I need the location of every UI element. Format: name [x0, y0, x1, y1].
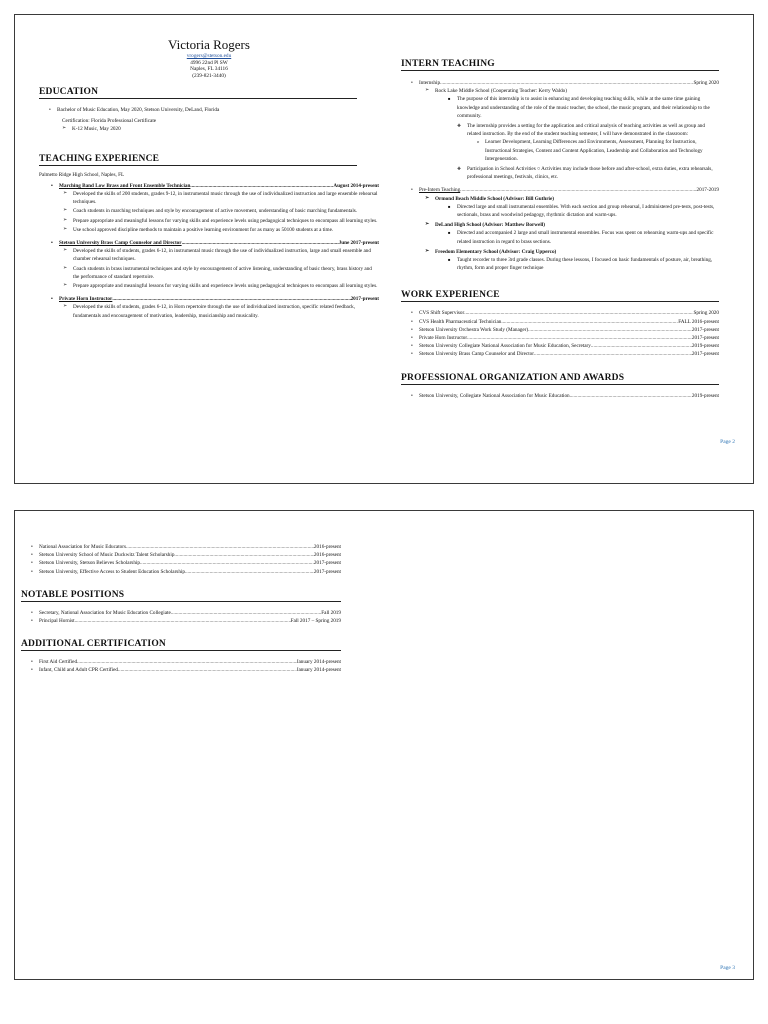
job-entry	[51, 239, 379, 290]
cert-label: • Infant, Child and Adult CPR Certified	[39, 667, 118, 674]
internship-setting: ❖ The internship provides a setting for the application and critical analysis of teaching activities as well as group and related instruction. By the end of the student teaching semester, I will have demonstrated in the classroom:	[457, 122, 719, 138]
work-list	[411, 309, 719, 358]
page-number: Page 3	[720, 965, 735, 971]
job-title: • Marching Band Low Brass and Front Ensemble Technician	[59, 182, 191, 189]
job-title: • Stetson University Brass Camp Counselor and Director	[59, 240, 182, 247]
notable-list	[31, 609, 341, 625]
internship-date: Spring 2020	[693, 80, 719, 86]
teaching-jobs	[51, 182, 379, 320]
pre-intern-line	[411, 186, 719, 194]
teaching-employer: Palmetto Ridge High School, Naples, FL	[39, 171, 125, 178]
pre-intern-detail: ■ Taught recorder to three 3rd grade classes. During these lessons, I focused on basic fundamentals of posture, air, breathing, rhythm, form and proper finger technique	[447, 256, 719, 272]
work-label: • Stetson University Brass Camp Counselor and Director	[419, 351, 534, 358]
internship-school: ➢ Rock Lake Middle School (Cooperating Teacher: Kerry Waldo)	[425, 87, 719, 95]
work-item	[411, 350, 719, 358]
awards-list	[31, 543, 341, 576]
resume-page-3	[14, 510, 754, 980]
job-date: 2017-present	[350, 296, 379, 303]
award-item	[31, 551, 341, 559]
org-date: 2019-present	[691, 392, 719, 399]
teaching-heading: TEACHING EXPERIENCE	[39, 154, 357, 166]
award-item	[31, 559, 341, 567]
education-heading: EDUCATION	[39, 87, 357, 99]
pre-intern-date: 2017-2019	[696, 187, 719, 194]
internship-label: • Internship	[419, 80, 441, 86]
orgs-list	[411, 392, 719, 400]
cert-date: January 2014-present	[296, 659, 341, 666]
candidate-name: Victoria Rogers	[168, 37, 250, 52]
resume-page-2	[14, 14, 754, 484]
job-bullet: ➢ Developed the skills of 200 students, grades 9-12, in instrumental music through the use of individualized instruction and large ensemble rehearsal techniques.	[63, 190, 379, 206]
award-item	[31, 568, 341, 576]
pre-intern-schools	[425, 195, 719, 273]
work-item	[411, 318, 719, 326]
award-date: 2016-present	[313, 544, 341, 550]
orgs-heading: PROFESSIONAL ORGANIZATION AND AWARDS	[401, 373, 719, 385]
job-entry	[51, 295, 379, 320]
notable-label: • Secretary, National Association for Music Education Collegiate	[39, 609, 171, 616]
award-label: • Stetson University, Stetson Believes Scholarship	[39, 560, 140, 567]
award-label: • National Association for Music Educators	[39, 544, 127, 550]
cert-item	[31, 658, 341, 666]
work-label: • Private Horn Instructor	[419, 335, 468, 342]
phone: (239-821-3440)	[192, 72, 226, 79]
work-label: • Stetson University Collegiate National Association for Music Education, Secretary	[419, 343, 591, 350]
work-date: 2017-present	[691, 326, 719, 333]
cert-label: • First Aid Certified	[39, 659, 78, 666]
certification-item: ➢ K-12 Music, May 2020	[62, 125, 357, 133]
work-item	[411, 326, 719, 334]
work-label: • Stetson University Orchestra Work Study (Manager)	[419, 326, 529, 333]
contact-block	[39, 53, 379, 79]
cert-item	[31, 666, 341, 674]
job-bullet: ➢ Prepare appropriate and meaningful lessons for varying skills and experience levels using pedagogical techniques to encompass all learning styles.	[63, 282, 379, 290]
work-date: 2017-present	[691, 335, 719, 342]
internship-line	[411, 79, 719, 87]
certs-list	[31, 658, 341, 674]
job-bullet: ➢ Prepare appropriate and meaningful lessons for varying skills and experience levels using pedagogical techniques to encompass all learning styles.	[63, 217, 379, 225]
award-date: 2016-present	[313, 552, 341, 559]
work-heading: WORK EXPERIENCE	[401, 290, 719, 302]
award-label: • Stetson University, Effective Access to Student Education Scholarship	[39, 568, 185, 575]
job-bullet: ➢ Developed the skills of students, grades 6-12, in instrumental music through the use of individualized instruction, large and small ensemble and chamber rehearsal techniques.	[63, 247, 379, 263]
left-column	[39, 37, 379, 320]
job-bullet: ➢ Use school approved discipline methods to maintain a positive learning environment for as many as 50100 students at a time.	[63, 226, 379, 234]
org-label: • Stetson University, Collegiate National Association for Music Education	[419, 392, 570, 399]
cert-date: January 2014-present	[296, 667, 341, 674]
internship-demonstrated: o Learner Development, Learning Differences and Environments, Assessment, Planning for Instruction, Instructional Strategies, Content and Content Application, Leadership and Collaboration and Technology Intergeneration.	[477, 138, 719, 163]
internship-activities: ❖ Participation in School Activities ○ Activities may include those before and after-school, extra duties, extra rehearsals, professional meetings, festivals, clinics, etc.	[457, 165, 719, 181]
award-item	[31, 543, 341, 551]
job-title: • Private Horn Instructor	[59, 296, 113, 303]
pre-intern-label: • Pre-Intern Teaching	[419, 187, 461, 194]
work-item	[411, 342, 719, 350]
org-item	[411, 392, 719, 400]
page3-column	[21, 543, 341, 675]
award-date: 2017-present	[313, 560, 341, 567]
notable-date: Fall 2017 – Spring 2019	[290, 618, 341, 625]
certs-heading: ADDITIONAL CERTIFICATION	[21, 639, 341, 651]
pre-intern-detail: ■ Directed large and small instrumental ensembles. With each section and group rehearsal, I administered pre-tests, post-tests, sectionals, brass and woodwind pedagogy, rhythmic dictation and warm-ups.	[447, 203, 719, 219]
job-date: August 2014-present	[333, 182, 379, 189]
notable-item	[31, 609, 341, 617]
pre-intern-school: ➢ DeLand High School (Advisor: Matthew Borwell)	[425, 221, 719, 229]
degree: • Bachelor of Music Education, May 2020, Stetson University, DeLand, Florida	[49, 106, 357, 114]
notable-item	[31, 617, 341, 625]
job-entry	[51, 182, 379, 234]
page-number: Page 2	[720, 439, 735, 445]
notable-heading: NOTABLE POSITIONS	[21, 590, 341, 602]
work-date: 2017-present	[691, 351, 719, 358]
award-label: • Stetson University School of Music Duckwitz Talent Scholarship	[39, 552, 175, 559]
right-column	[401, 59, 719, 400]
job-date: June 2017-present	[338, 240, 379, 247]
work-date: FALL 2016-present	[678, 318, 719, 325]
address-line-1: 4996 22nd Pl SW	[190, 59, 228, 66]
work-date: 2019-present	[691, 343, 719, 350]
job-bullet: ➢ Coach students in brass instrumental techniques and style by encouragement of active listening, understanding of basic theory, brass history and the performance of standard repertoire.	[63, 265, 379, 281]
job-bullet: ➢ Coach students in marching techniques and style by encouragement of active movement, understanding of basic marching fundamentals.	[63, 207, 379, 215]
work-label: • CVS Health Pharmaceutical Technician	[419, 318, 502, 325]
email-link[interactable]: vrogers@stetson.edu	[186, 53, 232, 59]
address-line-2: Naples, FL 34116	[190, 66, 228, 72]
work-item	[411, 309, 719, 317]
pre-intern-school: ➢ Ormond Beach Middle School (Advisor: Bill Guthrie)	[425, 195, 719, 203]
award-date: 2017-present	[313, 568, 341, 575]
certification-label: Certification: Florida Professional Certificate	[62, 118, 157, 125]
notable-label: • Principal Hornist	[39, 618, 75, 625]
pre-intern-detail: ■ Directed and accompanied 2 large and small instrumental ensembles. Focus was spent on rehearsing warm-ups and specific related instruction in regard to brass sections.	[447, 229, 719, 245]
notable-date: Fall 2019	[321, 609, 341, 616]
work-item	[411, 334, 719, 342]
intern-heading: INTERN TEACHING	[401, 59, 719, 71]
work-label: • CVS Shift Supervisor	[419, 310, 465, 317]
internship-purpose: ■ The purpose of this internship is to assist in enhancing and developing teaching skills, while at the same time gaining knowledge and understanding of the role of the music teacher, the school, the music program, and their relationship to the community.	[447, 95, 719, 120]
job-bullet: ➢ Developed the skills of students, grades 6-12, in Horn repertoire through the use of individualized instruction, specific related feedback, fundamentals and encouragement of motivation, leadership, musicianship and musicality.	[63, 303, 379, 319]
work-date: Spring 2020	[693, 310, 719, 317]
pre-intern-school: ➢ Freedom Elementary School (Advisor: Craig Upperco)	[425, 248, 719, 256]
